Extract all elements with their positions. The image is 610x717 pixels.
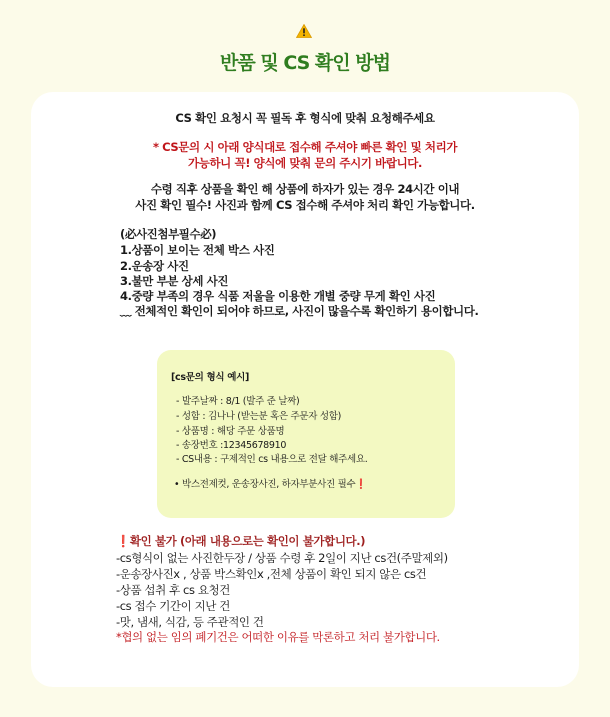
not-possible-item-3: -상품 섭취 후 cs 요청건 (116, 583, 230, 597)
not-possible-item-5: -맛, 냄새, 식감, 등 주관적인 건 (116, 615, 264, 629)
form-field-product: - 상품명 : 해당 주문 상품명 (176, 426, 285, 437)
photo-item-1: 1.상품이 보이는 전체 박스 사진 (120, 243, 275, 257)
photo-required-heading: (必사진첨부필수必) (120, 227, 217, 241)
notice-line-2: 가능하니 꼭! 양식에 맞춰 문의 주시기 바랍니다. (188, 156, 422, 170)
photo-note: ﹏ 전체적인 확인이 되어야 하므로, 사진이 많을수록 확인하기 용이합니다. (120, 304, 479, 318)
exclamation-icon: ❗ (355, 479, 367, 490)
not-possible-heading: ❗확인 불가 (아래 내용으로는 확인이 불가합니다.) (116, 534, 366, 548)
exclamation-icon: ❗ (116, 534, 130, 548)
photo-item-3: 3.불만 부분 상세 사진 (120, 274, 229, 288)
form-field-cs-content: - CS내용 : 구제적인 cs 내용으로 전달 해주세요. (176, 454, 368, 465)
not-possible-item-1: -cs형식이 없는 사진한두장 / 상품 수령 후 2일이 지난 cs건(주말제외) (116, 551, 448, 565)
photo-item-2: 2.운송장 사진 (120, 259, 189, 273)
not-possible-item-2: -운송장사진x , 상품 박스확인x ,전체 상품이 확인 되지 않은 cs건 (116, 567, 427, 581)
form-bullet: • 박스전제컷, 운송장사진, 하자부분사진 필수❗ (174, 479, 367, 490)
form-field-date: - 발주날짜 : 8/1 (발주 준 날짜) (176, 396, 300, 407)
notice-line-1: * CS문의 시 아래 양식대로 접수해 주셔야 빠른 확인 및 처리가 (152, 140, 458, 154)
not-possible-item-4: -cs 접수 기간이 지난 건 (116, 599, 230, 613)
form-example-heading: [cs문의 형식 예시] (171, 372, 250, 383)
form-field-tracking: - 송장번호 :12345678910 (176, 440, 287, 451)
form-example-box (157, 350, 455, 518)
photo-item-4: 4.중량 부족의 경우 식품 저울을 이용한 개별 중량 무게 확인 사진 (120, 289, 436, 303)
warning-icon (296, 24, 312, 38)
receipt-line-1: 수령 직후 상품을 확인 해 상품에 하자가 있는 경우 24시간 이내 (150, 182, 460, 196)
receipt-line-2: 사진 확인 필수! 사진과 함께 CS 접수해 주셔야 처리 확인 가능합니다. (135, 198, 475, 212)
form-field-name: - 성함 : 김나나 (받는분 혹은 주문자 성함) (176, 411, 342, 422)
page-title: 반품 및 CS 확인 방법 (220, 52, 390, 74)
intro-text: CS 확인 요청시 꼭 필독 후 형식에 맞춰 요청해주세요 (175, 111, 435, 125)
not-possible-final: *협의 없는 임의 폐기건은 어떠한 이유를 막론하고 처리 불가합니다. (116, 630, 440, 644)
